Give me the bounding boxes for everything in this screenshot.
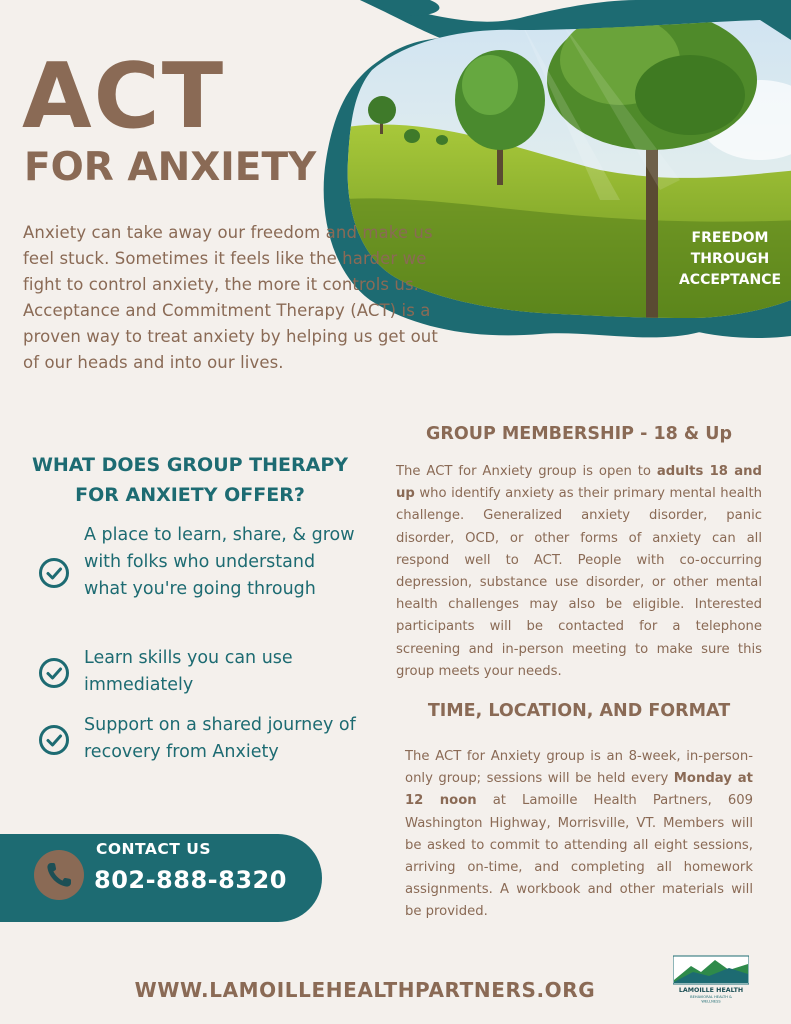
page-subtitle: FOR ANXIETY <box>24 145 317 190</box>
organization-logo <box>673 954 749 1004</box>
membership-text-b: who identify anxiety as their primary mental health challenge. Generalized anxiety disorder, panic disorder, OCD, or other forms of anxiety can all respond well to ACT. People with co-occurring depression, substance use disorder, or other mental health challenges may also be eligible. Interested participants will be contacted for a telephone screening and in-person meeting to make sure this group meets your needs. <box>396 486 762 679</box>
time-text-b: at Lamoille Health Partners, 609 Washington Highway, Morrisville, VT. Members will be asked to commit to attending all eight sessions, arriving on-time, and completing all homework assignments. A workbook and other materials will be provided. <box>405 793 754 920</box>
offer-item <box>38 712 358 768</box>
tagline-line-3: ACCEPTANCE <box>678 272 782 288</box>
offer-heading <box>20 450 360 510</box>
tagline-badge <box>670 228 790 291</box>
offer-item <box>38 522 358 632</box>
time-text-bold: Monday at 12 noon <box>405 771 753 809</box>
membership-text-a: The ACT for Anxiety group is open to <box>396 464 657 479</box>
check-circle-icon <box>38 557 70 589</box>
membership-paragraph <box>396 461 762 683</box>
offer-item-text: Learn skills you can use immediately <box>84 648 293 695</box>
svg-text:BEHAVIORAL HEALTH &: BEHAVIORAL HEALTH & <box>690 995 732 999</box>
svg-text:WELLNESS: WELLNESS <box>701 999 721 1004</box>
offer-item-text: A place to learn, share, & grow with folks who understand what you're going through <box>84 525 355 599</box>
check-circle-icon <box>38 724 70 756</box>
intro-paragraph: Anxiety can take away our freedom and make us feel stuck. Sometimes it feels like the harder we fight to control anxiety, the more it controls us. Acceptance and Commitment Therapy (ACT) is a proven way to treat anxiety by helping us get out of our heads and into our lives. <box>23 223 438 372</box>
phone-icon <box>34 850 84 900</box>
contact-phone-number[interactable]: 802-888-8320 <box>94 866 287 894</box>
check-circle-icon <box>38 657 70 689</box>
contact-label: CONTACT US <box>96 840 211 858</box>
phone-button[interactable] <box>34 850 84 900</box>
membership-text-bold: adults 18 and up <box>396 464 762 502</box>
offer-heading-line-1: WHAT DOES GROUP THERAPY <box>31 454 349 476</box>
tagline-line-1: FREEDOM <box>691 230 769 246</box>
membership-heading: GROUP MEMBERSHIP - 18 & Up <box>426 424 732 444</box>
time-text-a: The ACT for Anxiety group is an 8-week, in-person-only group; sessions will be held every <box>405 749 753 787</box>
offer-heading-line-2: FOR ANXIETY OFFER? <box>75 484 305 506</box>
svg-text:LAMOILLE HEALTH: LAMOILLE HEALTH <box>678 987 744 994</box>
offer-item <box>38 645 358 701</box>
time-heading: TIME, LOCATION, AND FORMAT <box>427 701 731 721</box>
offer-item-text: Support on a shared journey of recovery from Anxiety <box>84 715 356 762</box>
tagline-line-2: THROUGH <box>690 251 770 267</box>
website-link[interactable]: WWW.LAMOILLEHEALTHPARTNERS.ORG <box>134 978 596 1002</box>
teal-curl <box>360 0 439 16</box>
page-title: ACT <box>22 44 226 149</box>
mountain-logo-icon <box>673 954 749 1004</box>
time-paragraph <box>405 746 753 924</box>
